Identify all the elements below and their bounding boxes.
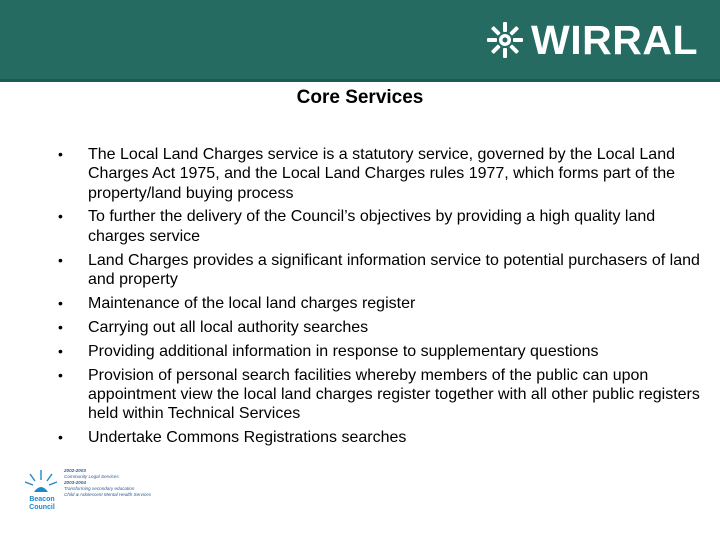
beacon-name: Beacon Council (29, 496, 55, 511)
header-band (0, 0, 720, 82)
bullet-dot-icon: • (58, 294, 63, 311)
beacon-awards (64, 468, 224, 498)
bullet-dot-icon: • (58, 146, 63, 162)
bullet-item (56, 207, 706, 246)
bullet-text: Undertake Commons Registrations searches (88, 429, 407, 447)
bullet-text: The Local Land Charges service is a statutory service, governed by the Local Land Charges Act 1975, and the Local Land Charges rules 1977, which forms part of the property/land buying process (88, 146, 676, 202)
bullet-dot-icon: • (58, 429, 63, 446)
beacon-council-badge (20, 466, 220, 518)
bullet-item (56, 366, 706, 424)
bullet-item (56, 294, 706, 313)
bullet-dot-icon: • (58, 366, 63, 383)
beacon-line: 2002-2003 (64, 468, 86, 473)
bullet-item (56, 428, 706, 447)
beacon-line: Transforming secondary education (64, 486, 135, 492)
bullet-list (56, 145, 706, 452)
bullet-text: Carrying out all local authority searches (88, 318, 369, 336)
beacon-line: 2003-2004 (64, 480, 86, 486)
slide-title: Core Services (296, 87, 424, 108)
bullet-dot-icon: • (58, 208, 63, 225)
bullet-text: Maintenance of the local land charges register (88, 294, 416, 312)
beacon-line: Child & Adolescent Mental Health Services (64, 492, 152, 498)
bullet-item (56, 342, 706, 361)
wirral-logo (485, 18, 698, 62)
bullet-item (56, 145, 706, 203)
bullet-item (56, 318, 706, 337)
beacon-line: Community Legal Services (64, 474, 119, 480)
bullet-text: Provision of personal search facilities whereby members of the public can upon appointment view the local land charges register together with all other public registers held within Technical Services (88, 366, 700, 423)
bullet-text: Providing additional information in response to supplementary questions (88, 342, 599, 360)
logo-text: WIRRAL (531, 17, 698, 63)
bullet-dot-icon: • (58, 342, 63, 359)
bullet-text: Land Charges provides a significant information service to potential purchasers of land and property (88, 251, 700, 288)
bullet-item (56, 251, 706, 290)
bullet-dot-icon: • (58, 318, 63, 335)
wirral-flower-icon (485, 20, 525, 60)
bullet-text: To further the delivery of the Council’s objectives by providing a high quality land charges service (88, 208, 656, 245)
bullet-dot-icon: • (58, 251, 63, 268)
